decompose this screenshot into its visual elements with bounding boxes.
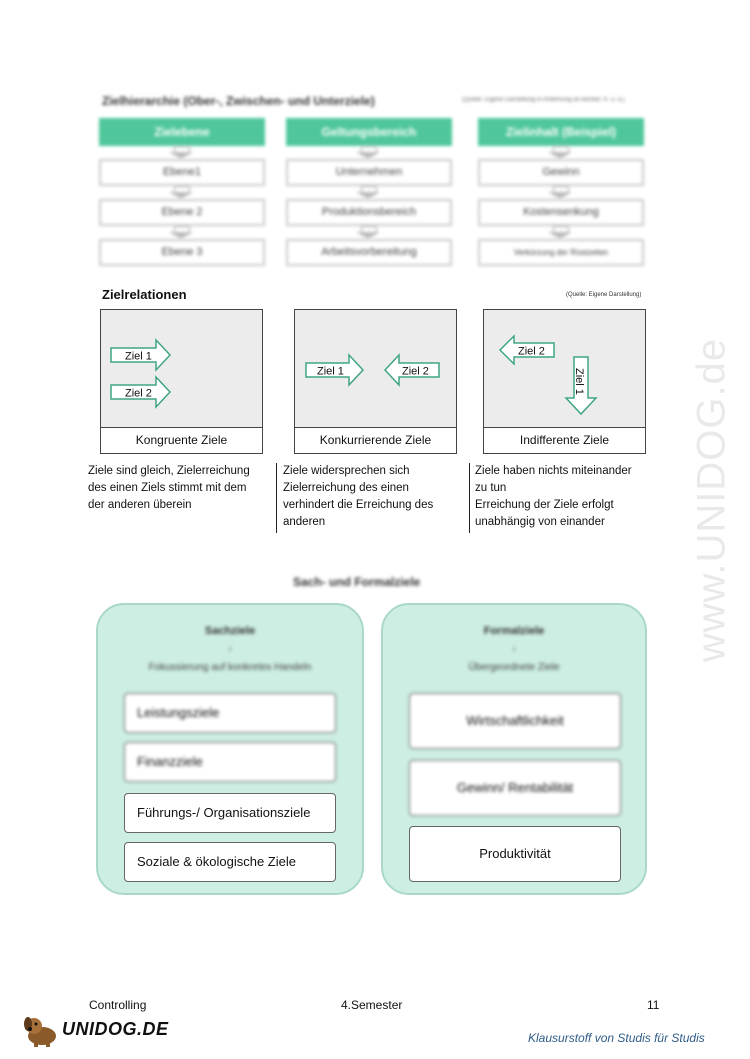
hierarchy-box: Gewinn: [478, 159, 644, 186]
ziel-2-label: Ziel 2: [125, 387, 152, 400]
relation-panel-indifferent: [483, 309, 646, 454]
formalziele-panel: [381, 603, 647, 895]
down-arrow-icon: [99, 146, 265, 159]
hierarchy-column-zielinhalt: [478, 118, 644, 266]
footer-subject: Controlling: [89, 998, 147, 1012]
down-arrow-icon: [478, 186, 644, 199]
right-arrow-icon: [306, 355, 363, 385]
hierarchy-box: Arbeitsvorbereitung: [286, 239, 452, 266]
hierarchy-column-zielebene: [99, 118, 265, 266]
hierarchy-title: Zielhierarchie (Ober-, Zwischen- und Unterziele): [102, 94, 375, 108]
column-divider: [276, 463, 277, 533]
ziel-2-label: Ziel 2: [518, 345, 545, 358]
relation-label: Indifferente Ziele: [519, 433, 610, 447]
formalziel-item: Produktivität: [409, 826, 621, 882]
relation-description-konkurrierend: Ziele widersprechen sich Zielerreichung des einen verhindert die Erreichung des anderen: [283, 465, 434, 528]
dog-icon: [22, 1014, 62, 1048]
formalziel-item: Gewinn/ Rentabilität: [409, 760, 621, 816]
right-arrow-icon: [111, 377, 170, 407]
left-arrow-icon: [500, 336, 554, 364]
down-arrow-icon: [286, 226, 452, 239]
hierarchy-header: Geltungsbereich: [286, 118, 452, 146]
hierarchy-box: Produktionsbereich: [286, 199, 452, 226]
watermark: www.UNIDOG.de: [689, 337, 734, 663]
down-arrow-icon: [286, 146, 452, 159]
down-arrow-icon: [478, 146, 644, 159]
konkurrierend-arrows: [295, 310, 458, 428]
ziel-1-label: Ziel 1: [573, 368, 585, 395]
down-arrow-icon: ↓: [511, 643, 517, 654]
down-arrow-icon: [478, 226, 644, 239]
formalziel-item: Wirtschaftlichkeit: [409, 693, 621, 749]
hierarchy-box: Kostensenkung: [478, 199, 644, 226]
down-arrow-icon: [286, 186, 452, 199]
relations-source: (Quelle: Eigene Darstellung): [566, 292, 642, 298]
sachziele-header: Sachziele: [204, 625, 256, 637]
hierarchy-header: Zielinhalt (Beispiel): [478, 118, 644, 146]
sachziel-item: Führungs-/ Organisationsziele: [124, 793, 336, 833]
sachziel-item: Finanzziele: [124, 742, 336, 782]
relation-label: Konkurrierende Ziele: [319, 433, 432, 447]
hierarchy-box: Ebene 2: [99, 199, 265, 226]
sachziel-item: Leistungsziele: [124, 693, 336, 733]
indifferent-arrows: [484, 310, 647, 428]
down-arrow-icon: [99, 226, 265, 239]
ziel-1-label: Ziel 1: [317, 365, 344, 378]
hierarchy-source: (Quelle: Eigene Darstellung in Anlehnung an Becker, R. u. a.): [462, 97, 625, 103]
footer-page-number: 11: [647, 998, 660, 1012]
column-divider: [469, 463, 470, 533]
relation-description-indifferent: Ziele haben nichts miteinander zu tun Erreichung der Ziele erfolgt unabhängig von einander: [475, 465, 632, 528]
hierarchy-box: Ebene 3: [99, 239, 265, 266]
relation-description-kongruent: Ziele sind gleich, Zielerreichung des einen Ziels stimmt mit dem der anderen überein: [88, 465, 250, 511]
left-arrow-icon: [385, 355, 439, 385]
down-arrow-icon: [566, 357, 596, 414]
formalziele-subtitle: Übergeordnete Ziele: [468, 662, 560, 673]
down-arrow-icon: ↓: [227, 643, 233, 654]
footer-tagline: Klausurstoff von Studis für Studis: [528, 1031, 705, 1045]
sachziele-subtitle: Fokussierung auf konkretes Handeln: [148, 662, 312, 673]
hierarchy-box: Verkürzung der Rüstzeiten: [478, 239, 644, 266]
sachziele-panel: [96, 603, 364, 895]
right-arrow-icon: [111, 340, 170, 370]
hierarchy-column-geltungsbereich: [286, 118, 452, 266]
relation-panel-konkurrierend: [294, 309, 457, 454]
hierarchy-header: Zielebene: [99, 118, 265, 146]
down-arrow-icon: [99, 186, 265, 199]
relations-title: Zielrelationen: [102, 287, 187, 302]
unidog-logo: [22, 1014, 182, 1048]
hierarchy-box: Unternehmen: [286, 159, 452, 186]
ziel-1-label: Ziel 1: [125, 350, 152, 363]
sach-formal-title: Sach- und Formalziele: [293, 575, 421, 589]
logo-text: UNIDOG.DE: [62, 1019, 169, 1039]
hierarchy-box: Ebene1: [99, 159, 265, 186]
relation-panel-kongruent: [100, 309, 263, 454]
relation-label: Kongruente Ziele: [135, 433, 228, 447]
sachziel-item: Soziale & ökologische Ziele: [124, 842, 336, 882]
formalziele-header: Formalziele: [483, 625, 545, 637]
footer-semester: 4.Semester: [341, 998, 403, 1012]
ziel-2-label: Ziel 2: [402, 365, 429, 378]
kongruent-arrows: [101, 310, 264, 428]
